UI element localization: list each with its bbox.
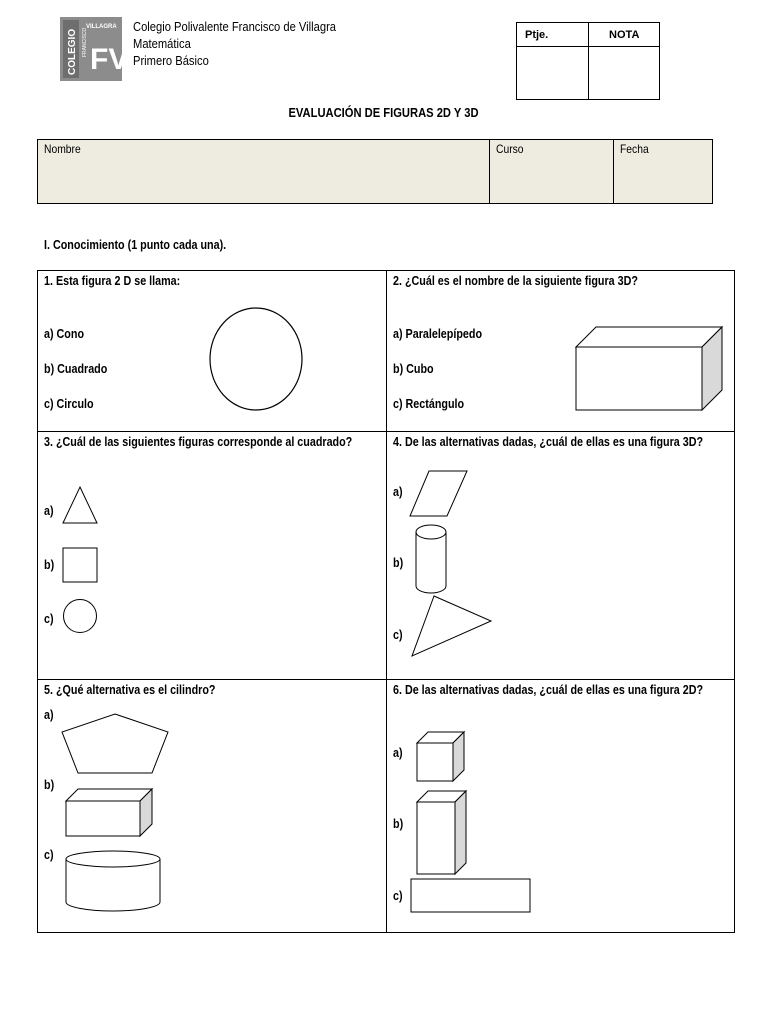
school-logo <box>60 17 129 81</box>
option-b[interactable]: b) <box>44 558 55 572</box>
cylinder-figure <box>415 524 447 594</box>
rectangular-prism-figure <box>65 788 153 838</box>
option-c[interactable]: c) <box>44 612 54 626</box>
score-header: Ptje. <box>517 23 589 47</box>
grade: Primero Básico <box>133 53 209 68</box>
option-a[interactable]: a) Cono <box>44 327 85 341</box>
option-a[interactable]: a) <box>393 746 403 760</box>
logo-text-villagra: VILLAGRA <box>86 24 117 30</box>
pentagon-figure <box>61 713 169 775</box>
option-b[interactable]: b) <box>44 778 55 792</box>
rectangular-prism-figure <box>416 790 468 876</box>
question-6 <box>387 680 735 933</box>
option-c[interactable]: c) Rectángulo <box>393 397 465 411</box>
school-info <box>133 18 369 69</box>
question-1 <box>38 271 387 432</box>
option-c[interactable]: c) <box>393 889 403 903</box>
triangle-figure <box>62 486 98 524</box>
question-4 <box>387 432 735 680</box>
section-heading: I. Conocimiento (1 punto cada una). <box>44 238 227 252</box>
cylinder-figure <box>65 850 161 912</box>
logo-text-francisco: FRANCISCO <box>82 27 88 57</box>
question-title: 1. Esta figura 2 D se llama: <box>44 274 181 288</box>
school-name: Colegio Polivalente Francisco de Villagra <box>133 19 337 34</box>
circle-figure <box>208 306 304 412</box>
score-cell[interactable] <box>517 47 589 100</box>
cube-figure <box>416 731 466 783</box>
option-a[interactable]: a) Paralelepípedo <box>393 327 483 341</box>
option-b[interactable]: b) <box>393 556 404 570</box>
question-title: 5. ¿Qué alternativa es el cilindro? <box>44 683 216 697</box>
rectangular-prism-figure <box>575 326 725 412</box>
circle-figure <box>62 598 98 634</box>
option-b[interactable]: b) Cuadrado <box>44 362 108 376</box>
questions-table <box>37 270 735 933</box>
score-table <box>516 22 660 100</box>
grade-header: NOTA <box>589 23 660 47</box>
student-info-table <box>37 139 713 204</box>
date-field[interactable]: Fecha <box>614 140 713 204</box>
grade-cell[interactable] <box>589 47 660 100</box>
option-c[interactable]: c) <box>44 848 54 862</box>
option-a[interactable]: a) <box>44 504 54 518</box>
question-title: 6. De las alternativas dadas, ¿cuál de ellas es una figura 2D? <box>393 683 704 697</box>
option-b[interactable]: b) Cubo <box>393 362 434 376</box>
option-c[interactable]: c) Circulo <box>44 397 94 411</box>
subject: Matemática <box>133 36 191 51</box>
name-field[interactable]: Nombre <box>38 140 490 204</box>
question-title: 4. De las alternativas dadas, ¿cuál de ellas es una figura 3D? <box>393 435 704 449</box>
question-title: 2. ¿Cuál es el nombre de la siguiente figura 3D? <box>393 274 638 288</box>
option-a[interactable]: a) <box>393 485 403 499</box>
logo-text-colegio: COLEGIO <box>67 28 78 75</box>
square-figure <box>62 547 98 583</box>
course-field[interactable]: Curso <box>490 140 614 204</box>
option-c[interactable]: c) <box>393 628 403 642</box>
question-title: 3. ¿Cuál de las siguientes figuras corresponde al cuadrado? <box>44 435 353 449</box>
option-a[interactable]: a) <box>44 708 54 722</box>
page-title: EVALUACIÓN DE FIGURAS 2D Y 3D <box>288 105 480 120</box>
question-3 <box>38 432 387 680</box>
question-2 <box>387 271 735 432</box>
option-b[interactable]: b) <box>393 817 404 831</box>
parallelogram-figure <box>409 470 469 518</box>
logo-letters: FV <box>90 43 129 76</box>
triangle-figure <box>411 595 493 657</box>
rectangle-figure <box>410 878 532 914</box>
question-5 <box>38 680 387 933</box>
